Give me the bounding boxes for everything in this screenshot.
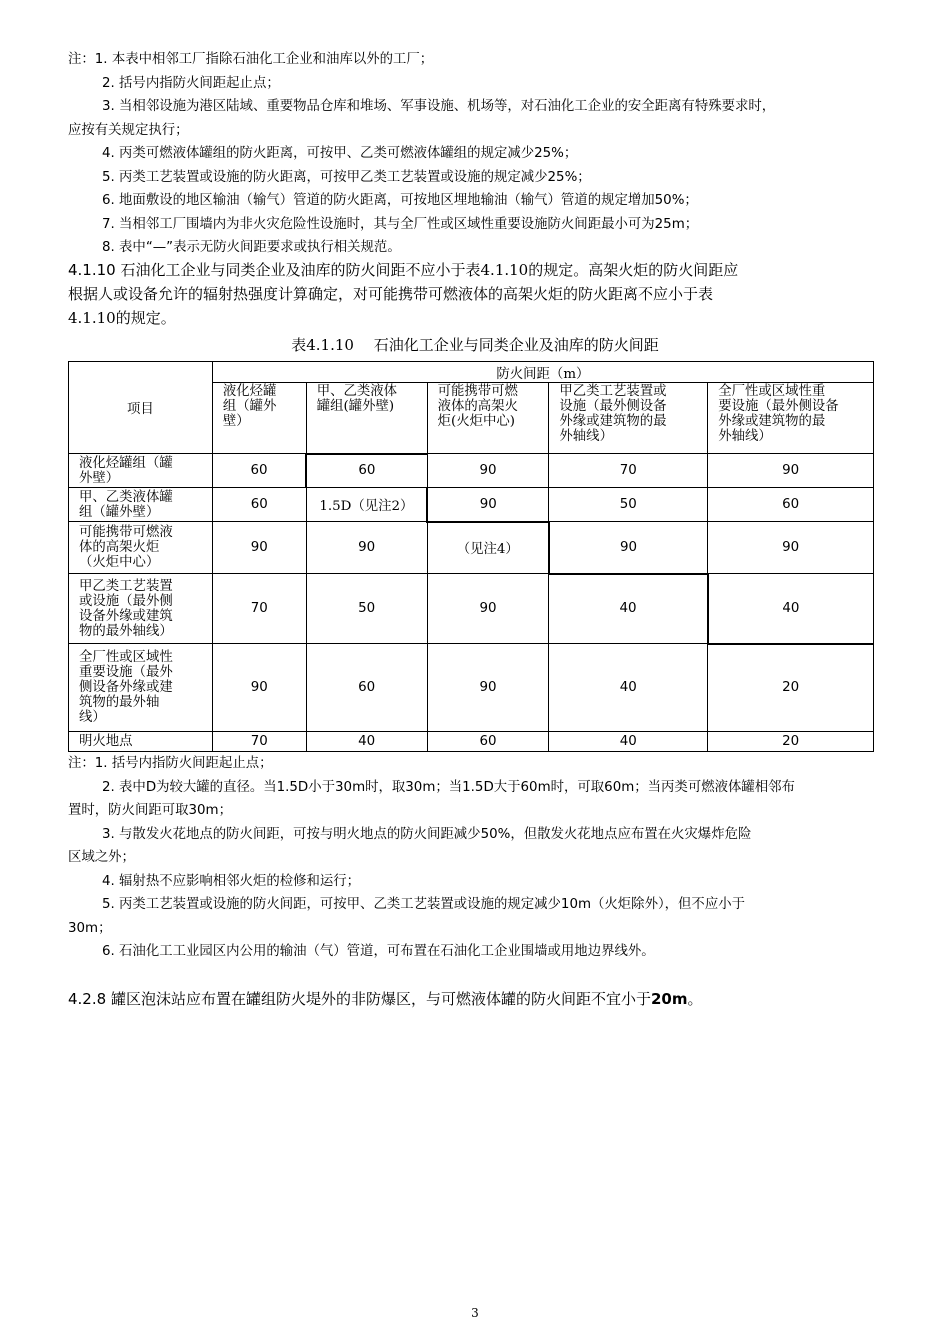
- note-bottom-6: 6. 石油化工工业园区内公用的输油（气）管道，可布置在石油化工企业围墙或用地边界线外。: [102, 944, 655, 959]
- row-header: [69, 644, 213, 732]
- row-header-line: 液化烃罐组（罐: [79, 455, 173, 471]
- table-row: [69, 522, 874, 574]
- column-header-line: 外轴线）: [718, 429, 772, 444]
- clause-number: 4.2.8: [68, 990, 107, 1008]
- table-cell: 40: [306, 732, 427, 752]
- note-top-5: 5. 丙类工艺装置或设施的防火距离，可按甲乙类工艺装置或设施的规定减少25%；: [102, 169, 591, 185]
- note-bottom-2a: 2. 表中D为较大罐的直径。当1.5D小于30m时，取30m；当1.5D大于60m时，可取60m；当丙类可燃液体罐相邻布: [102, 779, 795, 795]
- row-header: [69, 488, 213, 522]
- table-cell: 60: [212, 454, 306, 488]
- table-cell: 90: [708, 454, 874, 488]
- fire-spacing-table: [68, 361, 874, 752]
- table-cell: 90: [549, 522, 708, 574]
- row-header-line: 可能携带可燃液: [79, 525, 173, 540]
- note-bottom-5b: 30m；: [68, 920, 112, 936]
- table-cell: 90: [427, 644, 549, 732]
- clause-text: 石油化工企业与同类企业及油库的防火间距不应小于表4.1.10的规定。高架火炬的防火间距应: [120, 261, 739, 279]
- column-header-line: 全厂性或区域性重: [718, 384, 826, 399]
- table-cell: 40: [549, 732, 708, 752]
- table-cell: 50: [306, 574, 427, 644]
- table-row: [69, 574, 874, 644]
- clause-4-2-8: [68, 987, 918, 1011]
- table-cell: 90: [708, 522, 874, 574]
- table-cell: 1.5D（见注2）: [306, 488, 427, 522]
- table-row: [69, 454, 874, 488]
- clause-text: 罐区泡沫站应布置在罐组防火堤外的非防爆区，与可燃液体罐的防火间距不宜小于: [110, 990, 651, 1008]
- note-top-8: 8. 表中“—”表示无防火间距要求或执行相关规范。: [102, 240, 401, 255]
- note-top-6: 6. 地面敷设的地区输油（输气）管道的防火距离，可按地区埋地输油（输气）管道的规定增加50%；: [102, 193, 698, 208]
- notes-bottom: [68, 752, 918, 964]
- clause-number: 4.1.10: [68, 261, 116, 279]
- clause-4-1-10: [68, 258, 918, 330]
- row-header-line: 侧设备外缘或建: [79, 680, 173, 695]
- row-header-line: 或设施（最外侧: [79, 593, 173, 609]
- column-header-line: 外轴线）: [559, 429, 613, 444]
- row-header-line: 物的最外轴线）: [79, 623, 173, 639]
- row-header-line: 明火地点: [79, 734, 133, 749]
- column-header-line: 炬(火炬中心): [437, 414, 515, 429]
- note-top-3b: 应按有关规定执行；: [68, 122, 189, 138]
- table-cell: 40: [549, 574, 708, 644]
- column-header-line: 要设施（最外侧设备: [718, 399, 839, 414]
- clause-value: 20m: [650, 990, 688, 1008]
- table-cell: 70: [549, 454, 708, 488]
- column-header-line: 罐组(罐外壁): [316, 399, 395, 414]
- clause-4-1-10-line-2: 根据人或设备允许的辐射热强度计算确定，对可能携带可燃液体的高架火炬的防火距离不应小于表: [68, 285, 714, 303]
- column-header-line: 液化烃罐: [222, 384, 277, 399]
- table-cell: 20: [708, 644, 874, 732]
- table-row: [69, 644, 874, 732]
- note-bottom-5a: 5. 丙类工艺装置或设施的防火间距，可按甲、乙类工艺装置或设施的规定减少10m（火炬除外），但不应小于: [102, 897, 745, 912]
- row-header-line: 全厂性或区域性: [79, 650, 173, 665]
- row-header: [69, 522, 213, 574]
- table-row: [69, 488, 874, 522]
- column-header-line: 壁）: [222, 414, 250, 429]
- table-cell: 50: [549, 488, 708, 522]
- note-bottom-4: 4. 辐射热不应影响相邻火炬的检修和运行；: [102, 873, 361, 889]
- table-cell: （见注4）: [427, 522, 549, 574]
- table-cell: 60: [427, 732, 549, 752]
- table-caption: 表4.1.10 石油化工企业与同类企业及油库的防火间距: [291, 336, 659, 354]
- header-group: 防火间距（m）: [212, 362, 873, 383]
- table-cell: 90: [212, 522, 306, 574]
- note-top-3a: 3. 当相邻设施为港区陆域、重要物品仓库和堆场、军事设施、机场等，对石油化工企业的安全距离有特殊要求时，: [102, 99, 776, 114]
- column-header: [549, 383, 708, 454]
- note-top-1: 注：1. 本表中相邻工厂指除石油化工企业和油库以外的工厂；: [68, 52, 434, 67]
- header-item: 项目: [69, 362, 213, 454]
- table-cell: 40: [549, 644, 708, 732]
- note-top-4: 4. 丙类可燃液体罐组的防火距离，可按甲、乙类可燃液体罐组的规定减少25%；: [102, 146, 578, 161]
- table-cell: 60: [212, 488, 306, 522]
- note-top-7: 7. 当相邻工厂围墙内为非火灾危险性设施时，其与全厂性或区域性重要设施防火间距最小可为25m；: [102, 216, 699, 232]
- row-header-line: 组（罐外壁）: [79, 504, 160, 520]
- column-header-line: 设施（最外侧设备: [559, 399, 667, 414]
- clause-4-1-10-line-3: 4.1.10的规定。: [68, 309, 176, 327]
- column-header: [306, 383, 427, 454]
- note-bottom-3b: 区域之外；: [68, 850, 135, 865]
- table-row: [69, 732, 874, 752]
- column-header-line: 外缘或建筑物的最: [559, 414, 667, 429]
- clause-4-1-10-line-1: [68, 258, 918, 282]
- column-header-line: 外缘或建筑物的最: [718, 414, 826, 429]
- table-cell: 20: [708, 732, 874, 752]
- row-header-line: 体的高架火炬: [79, 540, 160, 555]
- row-header-line: 设备外缘或建筑: [79, 608, 173, 624]
- note-top-2: 2. 括号内指防火间距起止点；: [102, 75, 280, 91]
- table-cell: 90: [427, 488, 549, 522]
- table-cell: 90: [306, 522, 427, 574]
- row-header-line: 线）: [79, 710, 106, 725]
- note-bottom-3a: 3. 与散发火花地点的防火间距，可按与明火地点的防火间距减少50%，但散发火花地点应布置在火灾爆炸危险: [102, 826, 752, 842]
- row-header-line: 外壁）: [79, 470, 120, 486]
- note-bottom-2b: 置时，防火间距可取30m；: [68, 803, 232, 818]
- row-header-line: 筑物的最外轴: [79, 695, 160, 710]
- column-header: [708, 383, 874, 454]
- column-header-line: 液体的高架火: [437, 399, 518, 414]
- table-cell: 60: [306, 454, 427, 488]
- column-header-line: 组（罐外: [222, 399, 277, 414]
- row-header-line: 甲乙类工艺装置: [79, 578, 173, 594]
- column-header-line: 甲、乙类液体: [316, 384, 398, 399]
- row-header-line: 甲、乙类液体罐: [79, 489, 173, 505]
- table-cell: 70: [212, 732, 306, 752]
- table-cell: 90: [427, 574, 549, 644]
- column-header: [212, 383, 306, 454]
- table-cell: 70: [212, 574, 306, 644]
- table-cell: 90: [427, 454, 549, 488]
- column-header: [427, 383, 549, 454]
- page-number: 3: [471, 1306, 479, 1320]
- row-header: [69, 454, 213, 488]
- row-header-line: （火炬中心）: [79, 555, 160, 570]
- table-cell: 60: [306, 644, 427, 732]
- table-cell: 40: [708, 574, 874, 644]
- column-header-line: 可能携带可燃: [437, 384, 518, 399]
- row-header: [69, 732, 213, 752]
- note-bottom-1: 注：1. 括号内指防火间距起止点；: [68, 756, 273, 771]
- column-header-line: 甲乙类工艺装置或: [559, 384, 667, 399]
- table-cell: 60: [708, 488, 874, 522]
- row-header-line: 重要设施（最外: [79, 665, 173, 680]
- table-cell: 90: [212, 644, 306, 732]
- row-header: [69, 574, 213, 644]
- clause-end: 。: [687, 990, 703, 1008]
- notes-top: [68, 48, 918, 260]
